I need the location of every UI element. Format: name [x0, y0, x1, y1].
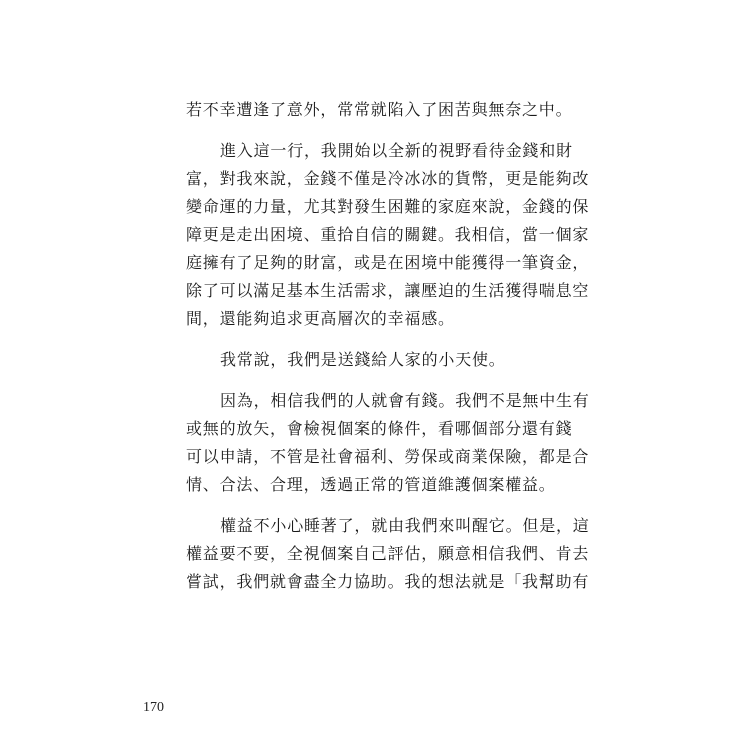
paragraph	[186, 346, 586, 374]
text-line: 若不幸遭逢了意外，常常就陷入了困苦與無奈之中。	[186, 100, 573, 119]
text-line: 間，還能夠追求更高層次的幸福感。	[186, 309, 455, 328]
text-line: 變命運的力量，尤其對發生困難的家庭來說，金錢的保	[186, 197, 590, 216]
text-line: 障更是走出困境、重拾自信的關鍵。我相信，當一個家	[186, 225, 590, 244]
paragraph	[186, 96, 586, 124]
text-line: 嘗試，我們就會盡全力協助。我的想法就是「我幫助有	[186, 572, 590, 591]
text-line: 權益要不要，全視個案自己評估，願意相信我們、肯去	[186, 544, 590, 563]
text-line: 權益不小心睡著了，就由我們來叫醒它。但是，這	[220, 516, 590, 535]
text-line: 庭擁有了足夠的財富，或是在困境中能獲得一筆資金，	[186, 253, 590, 272]
text-line: 我常說，我們是送錢給人家的小天使。	[220, 350, 506, 369]
paragraph	[186, 137, 590, 333]
text-line: 或無的放矢，會檢視個案的條件，看哪個部分還有錢	[186, 419, 573, 438]
page-number: 170	[143, 700, 164, 715]
paragraph	[186, 387, 590, 499]
paragraph	[186, 512, 590, 596]
body-text	[186, 96, 590, 609]
text-line: 情、合法、合理，透過正常的管道維護個案權益。	[186, 475, 556, 494]
text-line: 除了可以滿足基本生活需求，讓壓迫的生活獲得喘息空	[186, 281, 590, 300]
text-line: 進入這一行，我開始以全新的視野看待金錢和財	[220, 141, 573, 160]
text-line: 富，對我來說，金錢不僅是冷冰冰的貨幣，更是能夠改	[186, 169, 590, 188]
text-line: 可以申請，不管是社會福利、勞保或商業保險，都是合	[186, 447, 590, 466]
text-line: 因為，相信我們的人就會有錢。我們不是無中生有	[220, 391, 590, 410]
